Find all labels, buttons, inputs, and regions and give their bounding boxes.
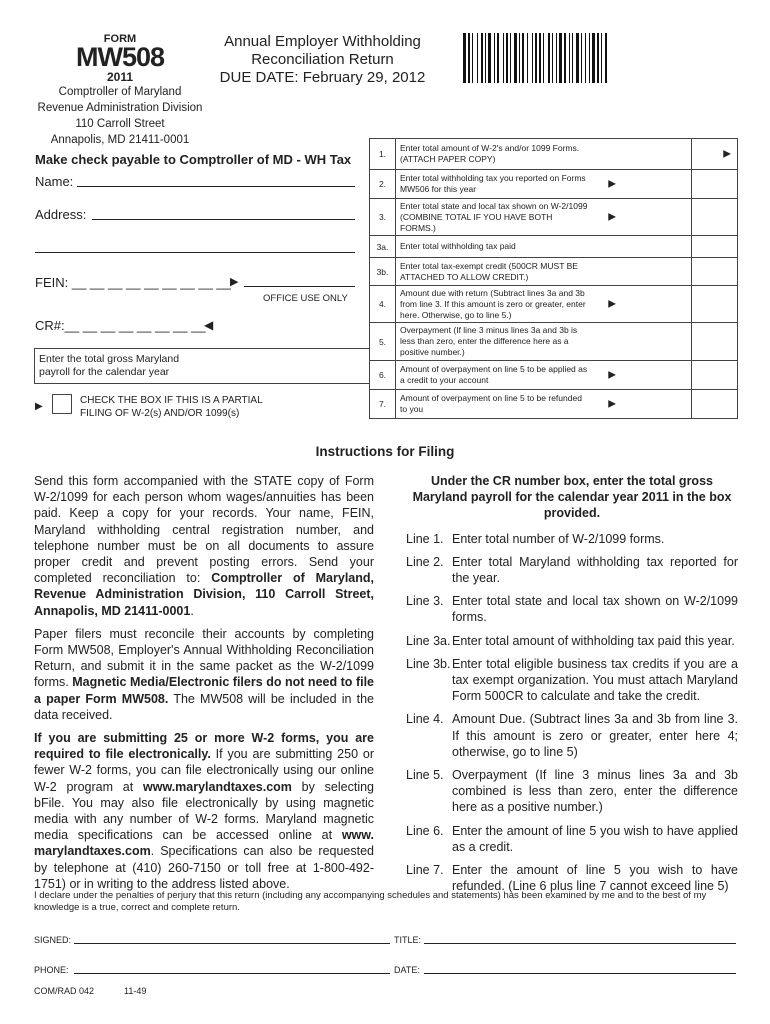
barcode-bar <box>514 33 517 83</box>
form-year: 2011 <box>106 70 134 84</box>
form-revision: 11-49 <box>124 986 147 996</box>
name-label: Name: <box>35 174 74 189</box>
arrow-icon: ▶ <box>608 211 616 223</box>
instruction-line: Line 1. Enter total number of W-2/1099 forms. <box>406 531 665 546</box>
barcode-bar <box>539 33 541 83</box>
reconciliation-table <box>369 138 738 419</box>
table-row <box>370 199 737 236</box>
barcode-bar <box>585 33 586 83</box>
barcode-bar <box>581 33 582 83</box>
instruction-line: Line 3. Enter total state and local tax shown on W-2/1099 forms. <box>406 594 738 625</box>
arrow-icon: ▶ <box>608 298 616 310</box>
cr-instructions-heading: Under the CR number box, enter the total gross Maryland payroll for the calendar year 2011 in the box provided. <box>412 474 732 521</box>
line-5-value[interactable] <box>692 323 737 360</box>
line-description: Overpayment (If line 3 minus lines 3a and 3b is less than zero, enter the difference here as a positive number.) <box>396 323 692 360</box>
barcode-bar <box>488 33 491 83</box>
instructions-paragraph: If you are submitting 25 or more W-2 forms, you are required to file electronically. If you are submitting 250 or fewer W-2 forms, you can file electronically using our online W-2 program at www.marylandtaxes.com by selecting bFile. You may also file electronically by using magnetic media with any number of W-2 forms. Maryland magnetic media specifications can be accessed online at www. marylandtaxes.com. Specifications can also be requested by telephone at (410) 260-7150 or toll free at 1-800-492-1751) or in writing to the address listed above. <box>34 731 375 891</box>
barcode-bar <box>477 33 478 83</box>
agency-line: Comptroller of Maryland <box>58 86 182 98</box>
arrow-icon: ▶ <box>608 178 616 190</box>
line-number: 7. <box>370 390 396 418</box>
cr-label: CR#:__ __ __ __ __ __ __ __ <box>35 318 206 333</box>
line-description: Amount due with return (Subtract lines 3a and 3b from line 3. If this amount is zero or greater, enter here. Otherwise, go to line 5.) ▶ <box>396 286 692 322</box>
line-6-value[interactable] <box>692 361 737 389</box>
barcode-bar <box>503 33 504 83</box>
barcode-bar <box>522 33 524 83</box>
instructions-title: Instructions for Filing <box>315 444 455 459</box>
line-number: 5. <box>370 323 396 360</box>
instruction-line: Line 7. Enter the amount of line 5 you wish to have refunded. (Line 6 plus line 7 cannot exceed line 5) <box>406 863 738 894</box>
check-payable-text: Make check payable to Comptroller of MD - WH Tax <box>35 152 352 167</box>
agency-line: 110 Carroll Street <box>75 118 165 130</box>
line-number: 3. <box>370 199 396 235</box>
table-row <box>370 361 737 390</box>
barcode-bar <box>569 33 570 83</box>
title-line: Reconciliation Return <box>251 51 394 68</box>
barcode-bar <box>559 33 562 83</box>
line-number: 3a. <box>370 236 396 257</box>
barcode-bar <box>472 33 473 83</box>
barcode-bar <box>605 33 607 83</box>
barcode-bar <box>535 33 537 83</box>
perjury-declaration: I declare under the penalties of perjury that this return (including any accompanying schedules and statements) has been examined by me and to the best of my knowledge is a true, correct and complete return. <box>34 890 707 913</box>
instruction-line: Line 6. Enter the amount of line 5 you wish to have applied as a credit. <box>406 823 738 854</box>
table-row <box>370 323 737 361</box>
title-line: DUE DATE: February 29, 2012 <box>219 69 426 86</box>
line-3a-value[interactable] <box>692 236 737 257</box>
arrow-icon: ▶ <box>723 148 731 160</box>
line-description: Enter total withholding tax you reported on Forms MW506 for this year ▶ <box>396 170 692 198</box>
barcode-bar <box>597 33 599 83</box>
barcode-bar <box>556 33 557 83</box>
instruction-line: Line 3a. Enter total amount of withholding tax paid this year. <box>406 633 735 648</box>
line-number: 2. <box>370 170 396 198</box>
signed-field[interactable] <box>74 943 390 944</box>
fein-arrow-icon: ▶ <box>230 276 239 288</box>
title-line: Annual Employer Withholding <box>224 33 421 50</box>
line-number: 3b. <box>370 258 396 285</box>
form-label: FORM <box>103 33 137 45</box>
partial-filing-checkbox[interactable] <box>52 394 72 414</box>
signed-label: SIGNED: <box>34 935 72 945</box>
instruction-line: Line 2. Enter total Maryland withholding tax reported for the year. <box>406 554 738 586</box>
gross-payroll-box[interactable] <box>34 348 370 384</box>
partial-arrow-icon: ▶ <box>35 401 43 412</box>
line-7-value[interactable] <box>692 390 737 418</box>
table-row <box>370 139 737 170</box>
line-3b-value[interactable] <box>692 258 737 285</box>
barcode-bar <box>510 33 511 83</box>
table-row <box>370 286 737 323</box>
instruction-line: Line 5. Overpayment (If line 3 minus lines 3a and 3b combined is less than zero, enter the difference here as a positive number.) <box>406 768 738 815</box>
barcode-bar <box>576 33 579 83</box>
agency-address <box>20 84 220 148</box>
office-use-label: OFFICE USE ONLY <box>263 293 348 304</box>
form-number: MW508 <box>75 42 165 72</box>
barcode-bar <box>552 33 553 83</box>
partial-filing-label: CHECK THE BOX IF THIS IS A PARTIAL FILING OF W-2(s) AND/OR 1099(s) <box>80 395 263 419</box>
line-4-value[interactable] <box>692 286 737 322</box>
gross-payroll-label: Enter the total gross Maryland payroll for the calendar year <box>39 353 180 378</box>
name-field[interactable] <box>77 186 355 187</box>
date-field[interactable] <box>424 973 736 974</box>
barcode-bar <box>468 33 470 83</box>
line-description: Enter total withholding tax paid <box>396 236 692 257</box>
instructions-left-column <box>34 473 374 899</box>
barcode-bar <box>463 33 466 83</box>
agency-line: Revenue Administration Division <box>37 102 203 114</box>
phone-field[interactable] <box>74 973 390 974</box>
barcode-bar <box>485 33 486 83</box>
phone-label: PHONE: <box>34 965 69 975</box>
instructions-paragraph: Send this form accompanied with the STATE copy of Form W-2/1099 for each person whom wages/annuities has been paid. Keep a copy for your records. Your name, FEIN, Maryland withholding central registration number, and telephone number must be on all documents to assure proper credit and prevent posting errors. Send your completed reconciliation to: Comptroller of Maryland, Revenue Administration Division, 110 Carroll Street, Annapolis, MD 21411-0001. <box>34 474 374 618</box>
instructions-right-column <box>406 473 738 901</box>
line-description: Enter total state and local tax shown on W-2/1099 (COMBINE TOTAL IF YOU HAVE BOTH FORMS.) ▶ <box>396 199 692 235</box>
line-number: 6. <box>370 361 396 389</box>
barcode-bar <box>527 33 528 83</box>
barcode-bar <box>532 33 533 83</box>
form-title <box>205 33 440 87</box>
barcode-bar <box>564 33 566 83</box>
table-row <box>370 390 737 418</box>
barcode-bar <box>497 33 499 83</box>
barcode-bar <box>572 33 573 83</box>
agency-line: Annapolis, MD 21411-0001 <box>50 134 190 146</box>
table-row <box>370 236 737 258</box>
barcode-bar <box>519 33 520 83</box>
arrow-icon: ▶ <box>608 369 616 381</box>
line-description: Amount of overpayment on line 5 to be refunded to you ▶ <box>396 390 692 418</box>
address-label: Address: <box>35 207 87 222</box>
line-description: Amount of overpayment on line 5 to be applied as a credit to your account ▶ <box>396 361 692 389</box>
title-label: TITLE: <box>394 935 422 945</box>
table-row <box>370 170 737 199</box>
barcode <box>463 33 738 83</box>
fein-label: FEIN: __ __ __ __ __ __ __ __ __ <box>35 275 231 290</box>
barcode-bar <box>481 33 483 83</box>
address-field-1[interactable] <box>92 219 355 220</box>
line-description: Enter total amount of W-2's and/or 1099 Forms. (ATTACH PAPER COPY) ▶ <box>396 139 692 169</box>
barcode-bar <box>601 33 602 83</box>
line-description: Enter total tax-exempt credit (500CR MUST BE ATTACHED TO ALLOW CREDIT.) <box>396 258 692 285</box>
cr-arrow-icon: ◀ <box>204 318 214 332</box>
line-number: 1. <box>370 139 396 169</box>
fein-office-field[interactable] <box>244 286 355 287</box>
title-field[interactable] <box>424 943 736 944</box>
instruction-line: Line 4. Amount Due. (Subtract lines 3a and 3b from line 3. If this amount is zero or greater, enter here 4; otherwise, go to line 5) <box>406 712 738 759</box>
instruction-line: Line 3b. Enter total eligible business tax credits if you are a tax exempt organization. You must attach Maryland Form 500CR to calculate and take the credit. <box>406 656 738 704</box>
line-2-value[interactable] <box>692 170 737 198</box>
barcode-bar <box>592 33 595 83</box>
date-label: DATE: <box>394 965 420 975</box>
barcode-bar <box>589 33 590 83</box>
form-code: COM/RAD 042 <box>34 986 95 996</box>
line-3-value[interactable] <box>692 199 737 235</box>
line-number: 4. <box>370 286 396 322</box>
table-row <box>370 258 737 286</box>
arrow-icon: ▶ <box>608 398 616 410</box>
instructions-paragraph: Paper filers must reconcile their accounts by completing Form MW508, Employer's Annual Withholding Reconciliation Return, and submit it in the same packet as the W-2/1099 forms. Magnetic Media/Electronic filers do not need to file a paper Form MW508. The MW508 will be included in the data received. <box>34 626 375 722</box>
address-field-2[interactable] <box>35 252 355 253</box>
barcode-bar <box>506 33 508 83</box>
barcode-bar <box>494 33 495 83</box>
barcode-bar <box>548 33 550 83</box>
barcode-bar <box>543 33 544 83</box>
